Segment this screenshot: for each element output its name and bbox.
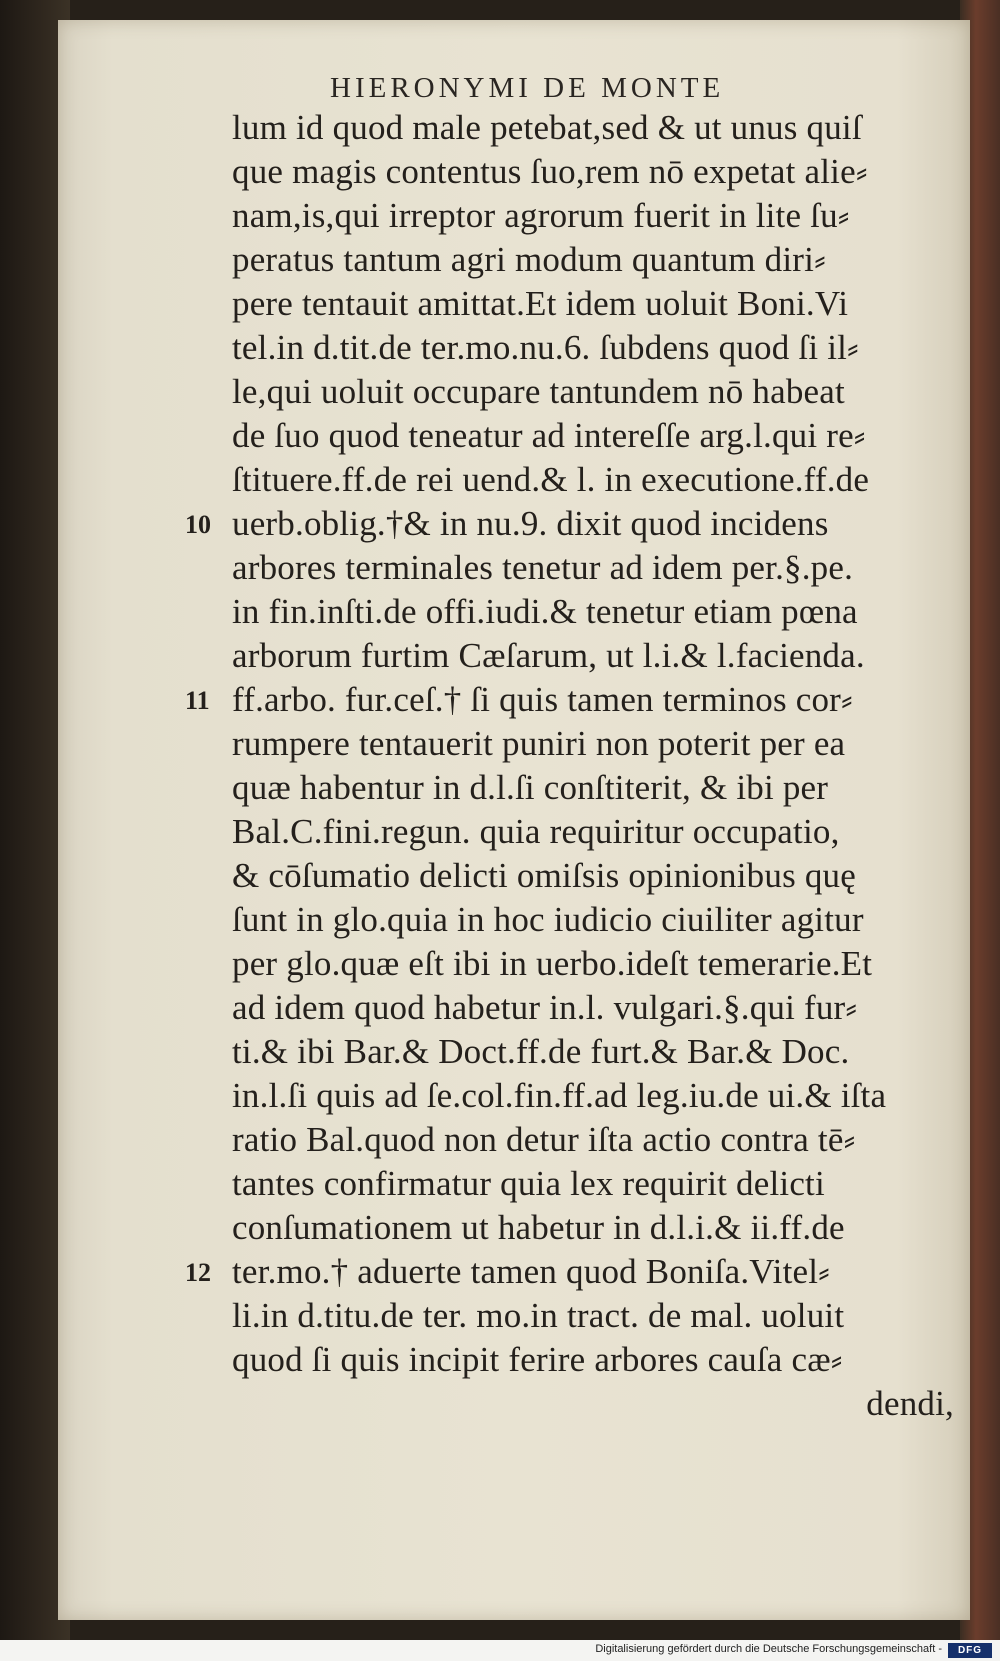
text-line: ter.mo.† aduerte tamen quod Boniſa.Vitel⸗ (232, 1252, 831, 1291)
running-head: HIERONYMI DE MONTE (330, 72, 725, 104)
dfg-logo-icon: DFG (948, 1643, 992, 1658)
text-line: pere tentauit amittat.Et idem uoluit Boni.Vi (232, 284, 849, 323)
text-line: conſumationem ut habetur in d.l.i.& ii.ff.de (232, 1208, 845, 1247)
text-line: arborum furtim Cæſarum, ut l.i.& l.facienda. (232, 636, 865, 675)
margin-number: 12 (185, 1258, 211, 1287)
catchword: dendi, (866, 1384, 954, 1423)
text-line: li.in d.titu.de ter. mo.in tract. de mal. uoluit (232, 1296, 845, 1335)
footer-credit: Digitalisierung gefördert durch die Deutsche Forschungsgemeinschaft - (595, 1643, 942, 1655)
margin-number: 10 (185, 510, 211, 539)
text-line: tantes confirmatur quia lex requirit delicti (232, 1164, 825, 1203)
text-line: Bal.C.fini.regun. quia requiritur occupatio, (232, 812, 840, 851)
text-line: ti.& ibi Bar.& Doct.ff.de furt.& Bar.& Doc. (232, 1032, 850, 1071)
text-line: lum id quod male petebat,sed & ut unus quiſ (232, 108, 862, 147)
text-line: in.l.ſi quis ad ſe.col.fin.ff.ad leg.iu.de ui.& iſta (232, 1076, 887, 1115)
text-line: quæ habentur in d.l.ſi conſtiterit, & ibi per (232, 768, 829, 807)
text-line: tel.in d.tit.de ter.mo.nu.6. ſubdens quod ſi il⸗ (232, 328, 859, 367)
text-line: peratus tantum agri modum quantum diri⸗ (232, 240, 826, 279)
text-line: nam,is,qui irreptor agrorum fuerit in lite ſu⸗ (232, 196, 850, 235)
text-line: rumpere tentauerit puniri non poterit per ea (232, 724, 846, 763)
text-line: arbores terminales tenetur ad idem per.§.pe. (232, 548, 854, 587)
text-line: uerb.oblig.†& in nu.9. dixit quod incidens (232, 504, 829, 543)
text-line: ratio Bal.quod non detur iſta actio contra tē⸗ (232, 1120, 856, 1159)
text-line: & cōſumatio delicti omiſsis opinionibus quę (232, 856, 856, 895)
text-line: ſtituere.ff.de rei uend.& l. in executione.ff.de (232, 460, 870, 499)
text-line: per glo.quæ eſt ibi in uerbo.ideſt temerarie.Et (232, 944, 873, 983)
text-line: ff.arbo. fur.ceſ.† ſi quis tamen terminos cor⸗ (232, 680, 853, 719)
text-line: de ſuo quod teneatur ad intereſſe arg.l.qui re⸗ (232, 416, 866, 455)
text-line: que magis contentus ſuo,rem nō expetat alie⸗ (232, 152, 868, 191)
text-line: in fin.inſti.de offi.iudi.& tenetur etiam pœna (232, 592, 858, 631)
text-line: ſunt in glo.quia in hoc iudicio ciuiliter agitur (232, 900, 864, 939)
margin-number: 11 (185, 686, 210, 715)
text-line: ad idem quod habetur in.l. vulgari.§.qui fur⸗ (232, 988, 858, 1027)
text-line: quod ſi quis incipit ferire arbores cauſa cæ⸗ (232, 1340, 843, 1379)
text-line: le,qui uoluit occupare tantundem nō habeat (232, 372, 845, 411)
